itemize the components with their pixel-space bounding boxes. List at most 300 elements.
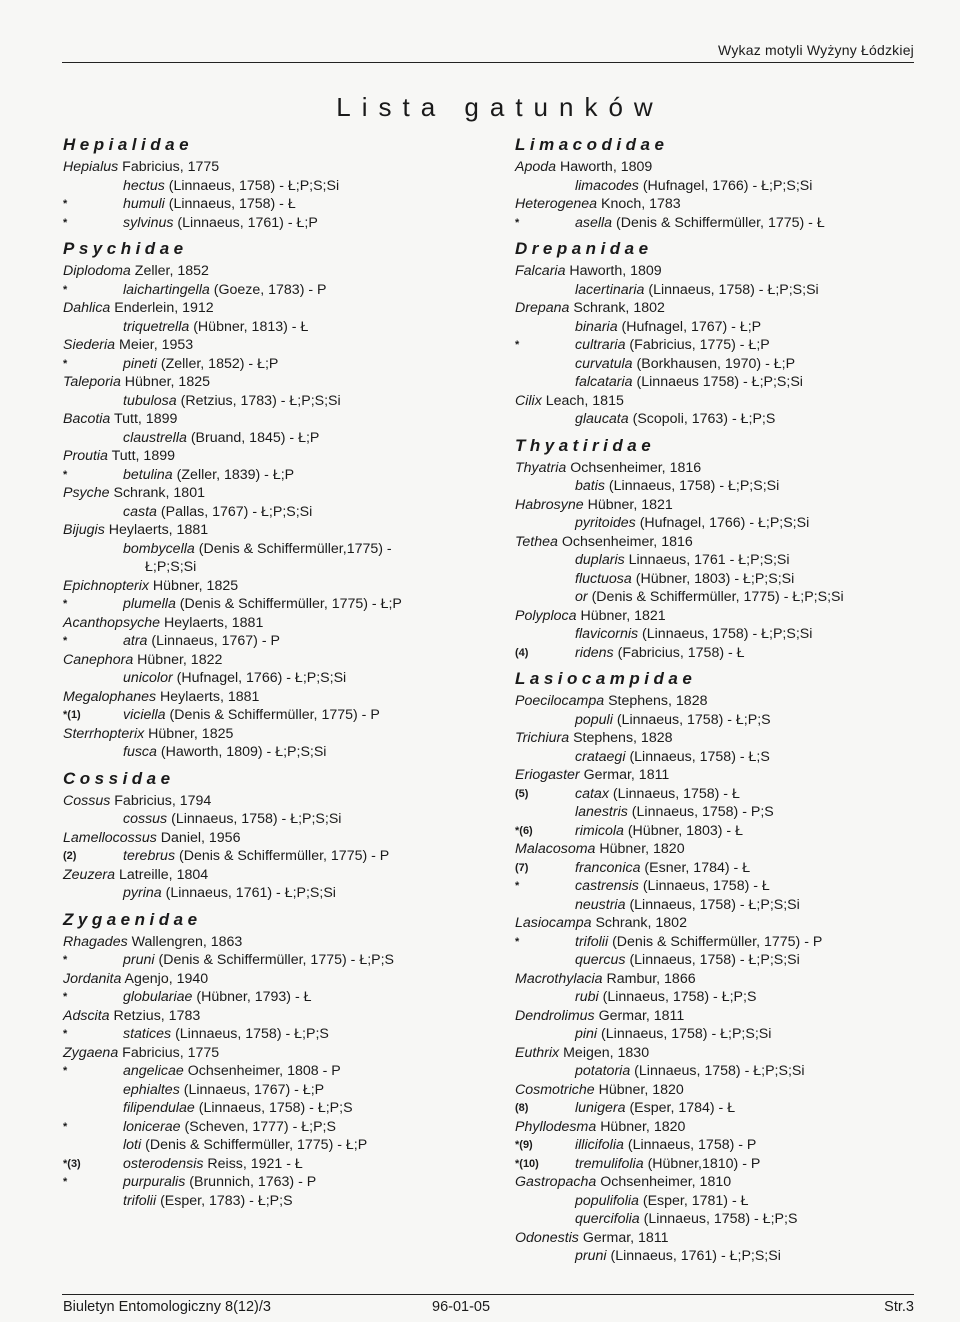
genus-entry xyxy=(63,1044,503,1063)
family-heading: Thyatiridae xyxy=(515,435,656,455)
species-name: humuli xyxy=(123,196,165,212)
footer-journal: Biuletyn Entomologiczny 8(12)/3 xyxy=(63,1299,271,1315)
species-author-localities: (Linnaeus, 1758) - Ł xyxy=(168,196,296,212)
species-marker: * xyxy=(515,216,520,229)
species-name: cultraria xyxy=(575,337,626,353)
species-author-localities: (Linnaeus, 1758) - Ł;S xyxy=(629,748,770,765)
species-entry xyxy=(515,933,925,952)
species-entry xyxy=(63,355,503,374)
genus-name: Zygaena xyxy=(63,1044,119,1061)
species-author-localities: (Denis & Schiffermüller, 1775) - Ł;P;S;Si xyxy=(591,589,844,605)
species-name: angelicae xyxy=(123,1063,184,1079)
genus-name: Lamellocossus xyxy=(63,829,157,846)
genus-name: Hepialus xyxy=(63,159,119,175)
genus-entry xyxy=(63,614,503,633)
species-entry xyxy=(515,822,925,841)
genus-name: Canephora xyxy=(63,651,134,668)
genus-name: Dahlica xyxy=(63,300,111,316)
genus-author: Rambur, 1866 xyxy=(606,970,696,987)
species-name: duplaris xyxy=(575,552,625,568)
species-entry xyxy=(515,1099,925,1118)
genus-entry xyxy=(63,373,503,392)
species-author-localities: (Linnaeus, 1758) - Ł;P;S xyxy=(198,1100,353,1116)
genus-entry xyxy=(515,195,925,214)
genus-author: Haworth, 1809 xyxy=(559,159,653,175)
species-author-localities: (Esper, 1783) - Ł;P;S xyxy=(160,1192,293,1209)
genus-entry xyxy=(515,496,925,515)
species-entry xyxy=(515,896,925,915)
species-name: limacodes xyxy=(575,177,639,194)
species-author-localities: (Haworth, 1809) - Ł;P;S;Si xyxy=(160,744,327,760)
species-author-localities: (Hufnagel, 1766) - Ł;P;S;Si xyxy=(639,515,810,531)
genus-entry xyxy=(63,158,503,177)
species-author-localities: (Linnaeus, 1761) - Ł;P xyxy=(177,214,318,231)
genus-author: Leach, 1815 xyxy=(545,392,624,409)
species-name: unicolor xyxy=(123,670,173,686)
species-name: quercifolia xyxy=(575,1211,640,1227)
species-author-localities: (Linnaeus, 1758) - Ł;P;S;Si xyxy=(642,626,813,642)
species-entry xyxy=(63,503,503,522)
species-author-localities: Reiss, 1921 - Ł xyxy=(207,1155,303,1172)
species-entry xyxy=(515,477,925,496)
species-author-localities: (Denis & Schiffermüller, 1775) - Ł xyxy=(616,214,825,231)
family-heading: Limacodidae xyxy=(515,135,669,154)
species-entry xyxy=(63,884,503,903)
species-name: lacertinaria xyxy=(575,281,645,298)
genus-name: Phyllodesma xyxy=(515,1118,597,1135)
genus-name: Falcaria xyxy=(515,263,566,279)
species-name: curvatula xyxy=(575,355,633,372)
genus-name: Taleporia xyxy=(63,374,121,390)
species-author-localities: (Brunnich, 1763) - P xyxy=(189,1174,317,1190)
species-entry xyxy=(515,355,925,374)
species-name: glaucata xyxy=(575,411,629,427)
genus-name: Odonestis xyxy=(515,1229,579,1246)
species-marker: *(3) xyxy=(63,1157,81,1170)
species-name: lanestris xyxy=(575,804,628,820)
genus-entry xyxy=(515,729,925,748)
species-marker: * xyxy=(63,635,68,647)
species-entry xyxy=(515,281,925,300)
genus-entry xyxy=(63,336,503,355)
species-name: or xyxy=(575,589,588,605)
genus-entry xyxy=(515,1007,925,1026)
species-author-localities: (Bruand, 1845) - Ł;P xyxy=(190,429,320,446)
genus-entry xyxy=(63,829,503,848)
species-entry xyxy=(63,429,503,448)
species-name: pruni xyxy=(123,952,155,968)
genus-author: Knoch, 1783 xyxy=(601,196,681,212)
species-name: illicifolia xyxy=(575,1137,624,1153)
genus-name: Habrosyne xyxy=(515,496,584,513)
genus-author: Haworth, 1809 xyxy=(569,263,662,279)
species-entry xyxy=(63,214,503,233)
species-author-localities: Ochsenheimer, 1808 - P xyxy=(187,1063,341,1079)
species-author-localities: (Esper, 1781) - Ł xyxy=(642,1192,749,1209)
genus-author: Ochsenheimer, 1816 xyxy=(570,459,702,476)
genus-entry xyxy=(515,1118,925,1137)
species-entry xyxy=(515,859,925,878)
genus-author: Germar, 1811 xyxy=(598,1007,685,1024)
species-entry xyxy=(63,195,503,214)
genus-author: Heylaerts, 1881 xyxy=(163,614,264,631)
species-author-localities: (Linnaeus, 1758) - Ł;P;S xyxy=(602,989,757,1005)
genus-name: Psyche xyxy=(63,485,110,501)
genus-author: Fabricius, 1775 xyxy=(122,159,220,175)
genus-name: Bacotia xyxy=(63,411,111,427)
species-entry xyxy=(515,410,925,429)
genus-entry xyxy=(63,521,503,540)
species-entry xyxy=(63,847,503,866)
genus-author: Schrank, 1802 xyxy=(573,300,665,316)
species-entry xyxy=(63,810,503,829)
species-name: purpuralis xyxy=(123,1174,186,1190)
left-column xyxy=(63,132,503,1210)
species-author-localities: (Esner, 1784) - Ł xyxy=(644,859,751,876)
genus-name: Thyatria xyxy=(515,459,567,476)
species-name: tubulosa xyxy=(123,392,177,409)
species-entry xyxy=(63,669,503,688)
species-name: laichartingella xyxy=(123,281,210,298)
species-author-localities: (Zeller, 1852) - Ł;P xyxy=(160,355,279,372)
species-author-localities: (Linnaeus, 1758) - Ł;P;S;Si xyxy=(168,177,340,194)
species-author-localities: (Linnaeus, 1758) - Ł;P;S;Si xyxy=(171,811,342,827)
species-marker: * xyxy=(515,880,520,892)
genus-entry xyxy=(515,607,925,626)
genus-author: Germar, 1811 xyxy=(582,1229,669,1246)
genus-name: Gastropacha xyxy=(515,1174,597,1190)
genus-author: Stephens, 1828 xyxy=(608,693,708,709)
genus-entry xyxy=(63,299,503,318)
genus-author: Fabricius, 1775 xyxy=(122,1044,220,1061)
species-author-localities: (Denis & Schiffermüller, 1775) - Ł;P;S xyxy=(158,952,395,968)
species-name: populifolia xyxy=(575,1192,639,1209)
footer-page-number: Str.3 xyxy=(884,1299,914,1315)
species-entry xyxy=(63,1155,503,1174)
species-marker: (5) xyxy=(515,787,529,800)
species-marker: * xyxy=(63,991,68,1003)
genus-author: Daniel, 1956 xyxy=(160,829,241,846)
species-name: terebrus xyxy=(123,848,176,864)
genus-entry xyxy=(63,688,503,707)
genus-author: Hübner, 1820 xyxy=(600,1118,686,1135)
genus-entry xyxy=(63,484,503,503)
genus-author: Hübner, 1821 xyxy=(587,496,673,513)
genus-author: Heylaerts, 1881 xyxy=(160,688,260,705)
species-entry xyxy=(515,588,925,607)
species-author-localities: (Linnaeus, 1758) - Ł;P;S;Si xyxy=(634,1063,805,1079)
species-name: bombycella xyxy=(123,540,195,557)
genus-name: Dendrolimus xyxy=(515,1007,595,1024)
species-author-localities: (Linnaeus, 1758) - Ł xyxy=(642,878,770,894)
species-marker: * xyxy=(63,1176,68,1188)
genus-author: Hübner, 1821 xyxy=(580,607,666,624)
species-entry xyxy=(515,1155,925,1174)
species-name: pyrina xyxy=(123,885,162,901)
species-entry xyxy=(515,318,925,337)
genus-author: Latreille, 1804 xyxy=(119,866,209,883)
species-author-localities: (Borkhausen, 1970) - Ł;P xyxy=(636,355,796,372)
species-entry xyxy=(515,748,925,767)
genus-name: Cosmotriche xyxy=(515,1081,595,1098)
species-author-localities: (Linnaeus, 1758) - Ł;P;S;Si xyxy=(601,1026,772,1042)
species-name: statices xyxy=(123,1026,172,1042)
species-author-localities: (Goeze, 1783) - P xyxy=(213,281,327,298)
genus-name: Rhagades xyxy=(63,933,128,950)
species-name: catax xyxy=(575,785,609,802)
species-entry xyxy=(515,1192,925,1211)
family-heading: Lasiocampidae xyxy=(515,669,697,688)
genus-author: Hübner, 1825 xyxy=(152,577,239,594)
species-entry xyxy=(515,988,925,1007)
species-author-localities: (Linnaeus, 1761) - Ł;P;S;Si xyxy=(165,885,336,901)
running-head: Wykaz motyli Wyżyny Łódzkiej xyxy=(718,42,914,58)
genus-author: Fabricius, 1794 xyxy=(114,792,212,809)
genus-name: Polyploca xyxy=(515,607,577,624)
species-name: neustria xyxy=(575,896,626,913)
genus-name: Adscita xyxy=(63,1007,110,1024)
species-author-localities: (Linnaeus, 1758) - Ł;P;S xyxy=(616,711,771,728)
genus-author: Retzius, 1783 xyxy=(113,1007,201,1024)
genus-entry xyxy=(63,410,503,429)
species-entry xyxy=(63,1062,503,1081)
genus-entry xyxy=(63,1007,503,1026)
species-name: osterodensis xyxy=(123,1155,204,1172)
species-marker: * xyxy=(63,198,68,210)
species-name: rimicola xyxy=(575,822,624,839)
genus-entry xyxy=(63,447,503,466)
species-entry xyxy=(63,1173,503,1192)
genus-entry xyxy=(515,914,925,933)
genus-author: Wallengren, 1863 xyxy=(131,933,243,950)
species-name: asella xyxy=(575,214,613,231)
species-name: filipendulae xyxy=(123,1100,195,1116)
species-marker: * xyxy=(63,1065,68,1077)
species-author-localities: (Linnaeus, 1758) - Ł;P;S;Si xyxy=(608,478,780,494)
genus-entry xyxy=(515,459,925,478)
species-entry xyxy=(515,803,925,822)
species-entry xyxy=(515,785,925,804)
species-entry xyxy=(515,625,925,644)
species-entry xyxy=(63,1081,503,1100)
species-marker: *(6) xyxy=(515,824,533,837)
species-entry xyxy=(515,336,925,355)
species-author-localities: (Linnaeus, 1758) - Ł xyxy=(612,785,740,802)
genus-name: Malacosoma xyxy=(515,841,596,857)
genus-author: Hübner, 1825 xyxy=(148,725,234,742)
species-author-localities: (Denis & Schiffermüller, 1775) - Ł;P xyxy=(179,596,402,612)
species-entry xyxy=(515,570,925,589)
species-author-localities: Linnaeus, 1761 - Ł;P;S;Si xyxy=(628,552,790,568)
species-name: populi xyxy=(575,711,613,728)
species-entry xyxy=(63,632,503,651)
genus-name: Macrothylacia xyxy=(515,970,603,987)
species-entry xyxy=(63,988,503,1007)
species-name: pineti xyxy=(123,355,157,372)
species-name: globulariae xyxy=(123,989,193,1005)
species-name: loti xyxy=(123,1137,142,1153)
species-name: flavicornis xyxy=(575,626,639,642)
genus-entry xyxy=(515,840,925,859)
species-marker: * xyxy=(63,283,68,296)
species-marker: (4) xyxy=(515,646,529,659)
genus-author: Stephens, 1828 xyxy=(573,730,673,746)
species-name: rubi xyxy=(575,989,599,1005)
genus-name: Lasiocampa xyxy=(515,915,592,931)
genus-entry xyxy=(515,299,925,318)
species-entry xyxy=(63,1025,503,1044)
species-entry xyxy=(63,1136,503,1155)
family-heading: Drepanidae xyxy=(515,239,653,258)
genus-entry xyxy=(515,766,925,785)
species-entry xyxy=(515,177,925,196)
species-entry xyxy=(515,1025,925,1044)
genus-entry xyxy=(63,577,503,596)
family-heading: Psychidae xyxy=(63,239,188,258)
species-author-localities: (Fabricius, 1758) - Ł xyxy=(617,644,745,661)
species-author-localities: (Linnaeus 1758) - Ł;P;S;Si xyxy=(636,374,803,390)
genus-name: Poecilocampa xyxy=(515,693,605,709)
species-entry xyxy=(515,711,925,730)
genus-entry xyxy=(515,1081,925,1100)
species-entry xyxy=(63,1118,503,1137)
species-author-localities: (Linnaeus, 1758) - Ł;P;S xyxy=(643,1211,798,1227)
species-entry xyxy=(515,514,925,533)
genus-author: Enderlein, 1912 xyxy=(114,300,214,316)
species-name: fusca xyxy=(123,744,157,760)
species-author-localities: (Linnaeus, 1758) - Ł;P;S;Si xyxy=(629,952,800,968)
species-name: triquetrella xyxy=(123,318,190,335)
species-author-localities: (Esper, 1784) - Ł xyxy=(629,1100,736,1116)
species-entry xyxy=(63,743,503,762)
genus-entry xyxy=(63,970,503,989)
genus-author: Agenjo, 1940 xyxy=(124,970,209,987)
species-author-localities: (Retzius, 1783) - Ł;P;S;Si xyxy=(180,392,341,409)
genus-name: Cilix xyxy=(515,392,542,409)
species-entry xyxy=(63,1192,503,1211)
species-author-localities: (Fabricius, 1775) - Ł;P xyxy=(629,337,770,353)
species-author-localities: (Hufnagel, 1766) - Ł;P;S;Si xyxy=(176,670,347,686)
species-entry xyxy=(515,1062,925,1081)
species-name: fluctuosa xyxy=(575,570,632,587)
genus-entry xyxy=(515,1173,925,1192)
species-marker: *(1) xyxy=(63,709,81,721)
species-author-localities: (Hufnagel, 1767) - Ł;P xyxy=(621,318,762,335)
genus-entry xyxy=(515,970,925,989)
species-name: pyritoides xyxy=(575,515,636,531)
species-author-localities: (Scopoli, 1763) - Ł;P;S xyxy=(632,411,776,427)
species-author-localities: (Zeller, 1839) - Ł;P xyxy=(176,466,295,483)
species-author-localities: (Hübner, 1803) - Ł;P;S;Si xyxy=(635,570,795,587)
species-entry xyxy=(515,214,925,233)
species-marker: (7) xyxy=(515,861,529,874)
genus-author: Hübner, 1820 xyxy=(598,1081,684,1098)
species-author-localities: (Linnaeus, 1767) - Ł;P xyxy=(183,1081,325,1098)
species-entry xyxy=(63,392,503,411)
genus-author: Hübner, 1825 xyxy=(124,374,210,390)
species-entry xyxy=(515,1210,925,1229)
genus-name: Zeuzera xyxy=(63,866,116,883)
genus-name: Proutia xyxy=(63,448,108,464)
genus-name: Diplodoma xyxy=(63,263,131,279)
genus-name: Heterogenea xyxy=(515,196,598,212)
species-name: trifolii xyxy=(123,1192,157,1209)
right-column xyxy=(515,132,925,1266)
species-author-localities: (Hübner,1810) - P xyxy=(647,1155,761,1172)
species-author-localities: (Hufnagel, 1766) - Ł;P;S;Si xyxy=(642,177,813,194)
species-name: atra xyxy=(123,633,148,649)
species-name: potatoria xyxy=(575,1063,631,1079)
genus-name: Megalophanes xyxy=(63,688,157,705)
species-name: pruni xyxy=(575,1248,607,1264)
species-entry xyxy=(515,1136,925,1155)
species-marker: * xyxy=(63,468,68,481)
species-marker: * xyxy=(63,357,68,370)
page-title: Lista gatunków xyxy=(336,92,664,122)
species-entry xyxy=(63,466,503,485)
genus-name: Euthrix xyxy=(515,1044,560,1061)
species-name: cossus xyxy=(123,811,168,827)
species-name: plumella xyxy=(123,596,176,612)
species-continuation: Ł;P;S;Si xyxy=(145,559,197,575)
species-name: crataegi xyxy=(575,748,626,765)
species-name: trifolii xyxy=(575,933,609,950)
genus-author: Ochsenheimer, 1816 xyxy=(561,533,693,550)
species-author-localities: (Linnaeus, 1758) - Ł;P;S;Si xyxy=(648,281,819,298)
species-name: claustrella xyxy=(123,429,187,446)
genus-entry xyxy=(63,651,503,670)
genus-name: Epichnopterix xyxy=(63,577,149,594)
species-marker: * xyxy=(63,1120,68,1133)
species-entry xyxy=(63,281,503,300)
species-name: ridens xyxy=(575,644,614,661)
genus-name: Siederia xyxy=(63,337,116,353)
genus-entry xyxy=(63,933,503,952)
genus-name: Eriogaster xyxy=(515,767,580,783)
genus-author: Tutt, 1899 xyxy=(111,448,175,464)
species-author-localities: (Linnaeus, 1767) - P xyxy=(151,633,280,649)
species-author-localities: (Denis & Schiffermüller, 1775) - P xyxy=(169,707,380,723)
species-marker: (8) xyxy=(515,1102,529,1114)
species-marker: * xyxy=(63,216,68,229)
genus-name: Jordanita xyxy=(63,970,122,987)
family-heading: Hepialidae xyxy=(63,135,194,154)
species-entry xyxy=(515,1247,925,1266)
species-author-localities: (Linnaeus, 1758) - P xyxy=(627,1137,757,1153)
species-name: binaria xyxy=(575,318,618,335)
species-author-localities: (Linnaeus, 1758) - P;S xyxy=(631,804,774,820)
genus-entry xyxy=(63,725,503,744)
species-entry xyxy=(63,951,503,970)
genus-author: Meier, 1953 xyxy=(119,337,194,353)
species-author-localities: (Hübner, 1793) - Ł xyxy=(196,989,312,1005)
genus-entry xyxy=(63,866,503,885)
genus-entry xyxy=(515,392,925,411)
genus-name: Sterrhopterix xyxy=(63,725,145,742)
genus-entry xyxy=(63,792,503,811)
genus-name: Drepana xyxy=(515,300,570,316)
family-heading: Cossidae xyxy=(63,768,175,788)
species-name: falcataria xyxy=(575,374,633,390)
species-marker: * xyxy=(515,935,520,948)
species-name: casta xyxy=(123,503,157,520)
species-author-localities: (Linnaeus, 1758) - Ł;P;S xyxy=(175,1026,329,1042)
species-author-localities: (Linnaeus, 1761) - Ł;P;S;Si xyxy=(610,1248,781,1264)
genus-entry xyxy=(63,262,503,281)
species-entry xyxy=(515,644,925,663)
genus-author: Schrank, 1801 xyxy=(113,485,205,501)
species-author-localities: (Scheven, 1777) - Ł;P;S xyxy=(184,1118,336,1135)
